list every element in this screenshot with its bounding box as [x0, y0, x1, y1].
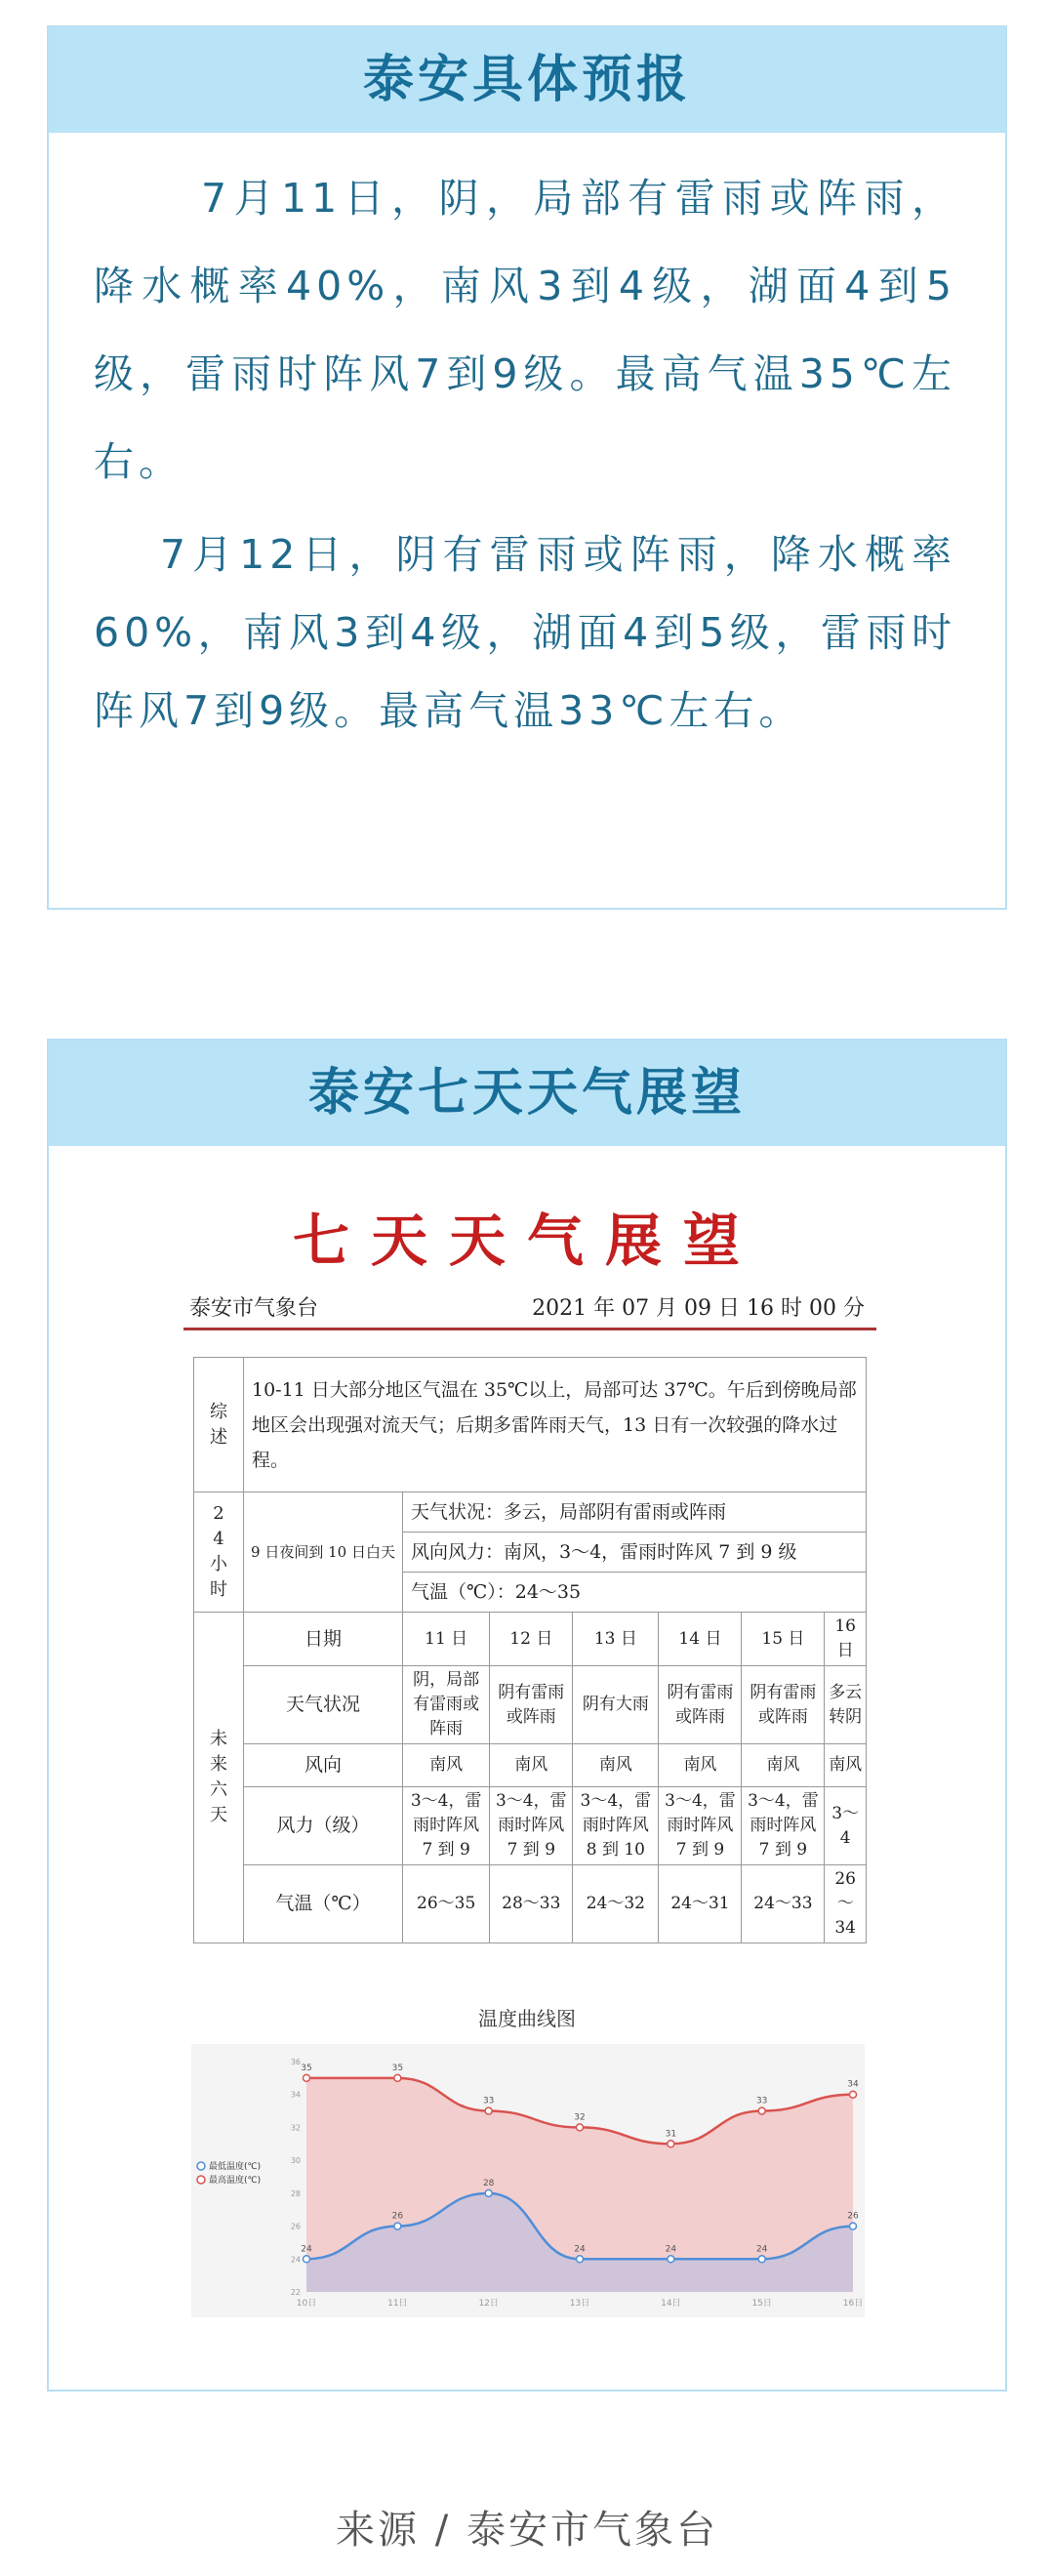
forecast-day1: 7月11日，阴，局部有雷雨或阵雨，降水概率40%，南风3到4级，湖面4到5级，雷雨时阵风7到9级。最高气温35℃左右。	[94, 175, 956, 485]
x-tick-label: 15日	[751, 2299, 772, 2309]
source-credit: 来源 / 泰安市气象台	[336, 2508, 718, 2553]
data-point	[850, 2091, 857, 2098]
day-weather: 阴，局部有雷雨或阵雨	[403, 1666, 490, 1744]
data-label: 33	[482, 2096, 495, 2106]
data-point	[485, 2189, 492, 2196]
day-date: 12 日	[490, 1613, 573, 1666]
data-label: 24	[755, 2244, 768, 2255]
future-label	[194, 1613, 244, 1943]
data-label: 32	[574, 2112, 586, 2123]
summary-text: 10-11 日大部分地区气温在 35℃以上，局部可达 37℃。午后到傍晚局部地区会出现强对流天气；后期多雷阵雨天气，13 日有一次较强的降水过程。	[244, 1358, 867, 1492]
h24-label-text: 24小时	[210, 1503, 227, 1600]
x-tick-label: 10日	[296, 2299, 317, 2309]
data-label: 35	[391, 2063, 404, 2073]
data-point	[850, 2223, 857, 2229]
temperature-chart	[191, 2044, 865, 2317]
day-wind-dir: 南风	[573, 1744, 659, 1787]
h24-period: 9 日夜间到 10 日白天	[244, 1492, 403, 1613]
outlook-image-title: 七天天气展望	[292, 1207, 761, 1274]
day-temp: 24～32	[573, 1865, 659, 1943]
issuer-line	[183, 1288, 876, 1330]
data-point	[394, 2223, 401, 2229]
forecast-card-title: 泰安具体预报	[49, 27, 1005, 133]
y-tick-label: 24	[290, 2255, 301, 2265]
y-tick-label: 34	[290, 2090, 301, 2100]
data-point	[577, 2256, 584, 2263]
wind-force-row	[194, 1787, 867, 1865]
day-wind-dir: 南风	[403, 1744, 490, 1787]
day-wind-dir: 南风	[742, 1744, 825, 1787]
row-label-weather: 天气状况	[244, 1666, 403, 1744]
legend-label: 最低温度(℃)	[209, 2162, 262, 2172]
data-label: 24	[574, 2244, 586, 2255]
day-weather: 阴有雷雨或阵雨	[490, 1666, 573, 1744]
y-tick-label: 36	[290, 2058, 301, 2066]
row-label-wind-dir: 风向	[244, 1744, 403, 1787]
day-weather: 多云转阴	[825, 1666, 867, 1744]
day-wind-force: 3～4，雷雨时阵风 7 到 9	[742, 1787, 825, 1865]
y-tick-label: 30	[290, 2156, 301, 2166]
issuer-name: 泰安市气象台	[189, 1296, 319, 1321]
data-point	[668, 2141, 674, 2147]
day-temp: 24～33	[742, 1865, 825, 1943]
data-point	[758, 2256, 765, 2263]
forecast-table	[193, 1357, 867, 1943]
row-label-temp: 气温（℃）	[244, 1865, 403, 1943]
y-tick-label: 28	[290, 2188, 301, 2198]
row-label-wind-force: 风力（级）	[244, 1787, 403, 1865]
day-wind-dir: 南风	[490, 1744, 573, 1787]
day-date: 13 日	[573, 1613, 659, 1666]
data-label: 26	[391, 2211, 404, 2222]
data-label: 24	[301, 2244, 312, 2255]
data-point	[394, 2074, 401, 2081]
outlook-card	[47, 1039, 1007, 2392]
day-date: 11 日	[403, 1613, 490, 1666]
chart-title: 温度曲线图	[478, 2007, 576, 2030]
wind-dir-row	[194, 1744, 867, 1787]
data-point	[758, 2107, 765, 2114]
y-tick-label: 22	[290, 2288, 301, 2297]
x-tick-label: 12日	[478, 2299, 499, 2309]
date-row	[194, 1613, 867, 1666]
day-temp: 26～34	[825, 1865, 867, 1943]
h24-row-1	[194, 1492, 867, 1533]
day-temp: 28～33	[490, 1865, 573, 1943]
day-wind-force: 3～4，雷雨时阵风 7 到 9	[403, 1787, 490, 1865]
legend-marker	[197, 2176, 205, 2184]
temp-row	[194, 1865, 867, 1943]
x-tick-label: 11日	[387, 2299, 408, 2309]
data-label: 24	[665, 2244, 677, 2255]
day-weather: 阴有雷雨或阵雨	[742, 1666, 825, 1744]
data-point	[304, 2256, 310, 2263]
day-weather: 阴有雷雨或阵雨	[659, 1666, 742, 1744]
outlook-image	[49, 1146, 1005, 2390]
day-wind-force: 3～4，雷雨时阵风 8 到 10	[573, 1787, 659, 1865]
x-tick-label: 13日	[569, 2299, 590, 2309]
future-label-text: 未来六天	[210, 1729, 227, 1825]
day-date: 15 日	[742, 1613, 825, 1666]
data-label: 31	[665, 2129, 677, 2140]
summary-label-text: 综述	[210, 1401, 227, 1448]
day-date: 16 日	[825, 1613, 867, 1666]
forecast-day2: 7月12日，阴有雷雨或阵雨，降水概率60%，南风3到4级，湖面4到5级，雷雨时阵风7到9级。最高气温33℃左右。	[94, 531, 956, 734]
data-point	[304, 2074, 310, 2081]
legend-marker	[197, 2162, 205, 2170]
weather-row	[194, 1666, 867, 1744]
day-temp: 24～31	[659, 1865, 742, 1943]
data-label: 34	[847, 2079, 859, 2090]
data-point	[485, 2107, 492, 2114]
summary-label	[194, 1358, 244, 1492]
day-temp: 26～35	[403, 1865, 490, 1943]
day-weather: 阴有大雨	[573, 1666, 659, 1744]
forecast-card	[47, 25, 1007, 910]
legend-label: 最高温度(℃)	[209, 2176, 262, 2186]
issue-time: 2021 年 07 月 09 日 16 时 00 分	[532, 1296, 865, 1321]
x-tick-label: 16日	[842, 2299, 864, 2309]
day-wind-force: 3～4	[825, 1787, 867, 1865]
h24-temp: 气温（℃）：24～35	[403, 1573, 867, 1613]
data-label: 28	[482, 2178, 495, 2188]
x-tick-label: 14日	[661, 2299, 681, 2309]
data-label: 35	[301, 2063, 312, 2073]
y-tick-label: 32	[290, 2123, 301, 2133]
h24-wind: 风向风力：南风，3～4，雷雨时阵风 7 到 9 级	[403, 1533, 867, 1573]
data-point	[577, 2124, 584, 2131]
day-date: 14 日	[659, 1613, 742, 1666]
row-label-date: 日期	[244, 1613, 403, 1666]
outlook-card-title: 泰安七天天气展望	[49, 1041, 1005, 1146]
day-wind-force: 3～4，雷雨时阵风 7 到 9	[490, 1787, 573, 1865]
data-point	[668, 2256, 674, 2263]
day-wind-dir: 南风	[825, 1744, 867, 1787]
data-label: 33	[755, 2096, 768, 2106]
h24-label	[194, 1492, 244, 1613]
summary-row	[194, 1358, 867, 1492]
y-tick-label: 26	[290, 2222, 301, 2231]
data-label: 26	[847, 2211, 859, 2222]
h24-weather: 天气状况：多云，局部阴有雷雨或阵雨	[403, 1492, 867, 1533]
day-wind-force: 3～4，雷雨时阵风 7 到 9	[659, 1787, 742, 1865]
day-wind-dir: 南风	[659, 1744, 742, 1787]
